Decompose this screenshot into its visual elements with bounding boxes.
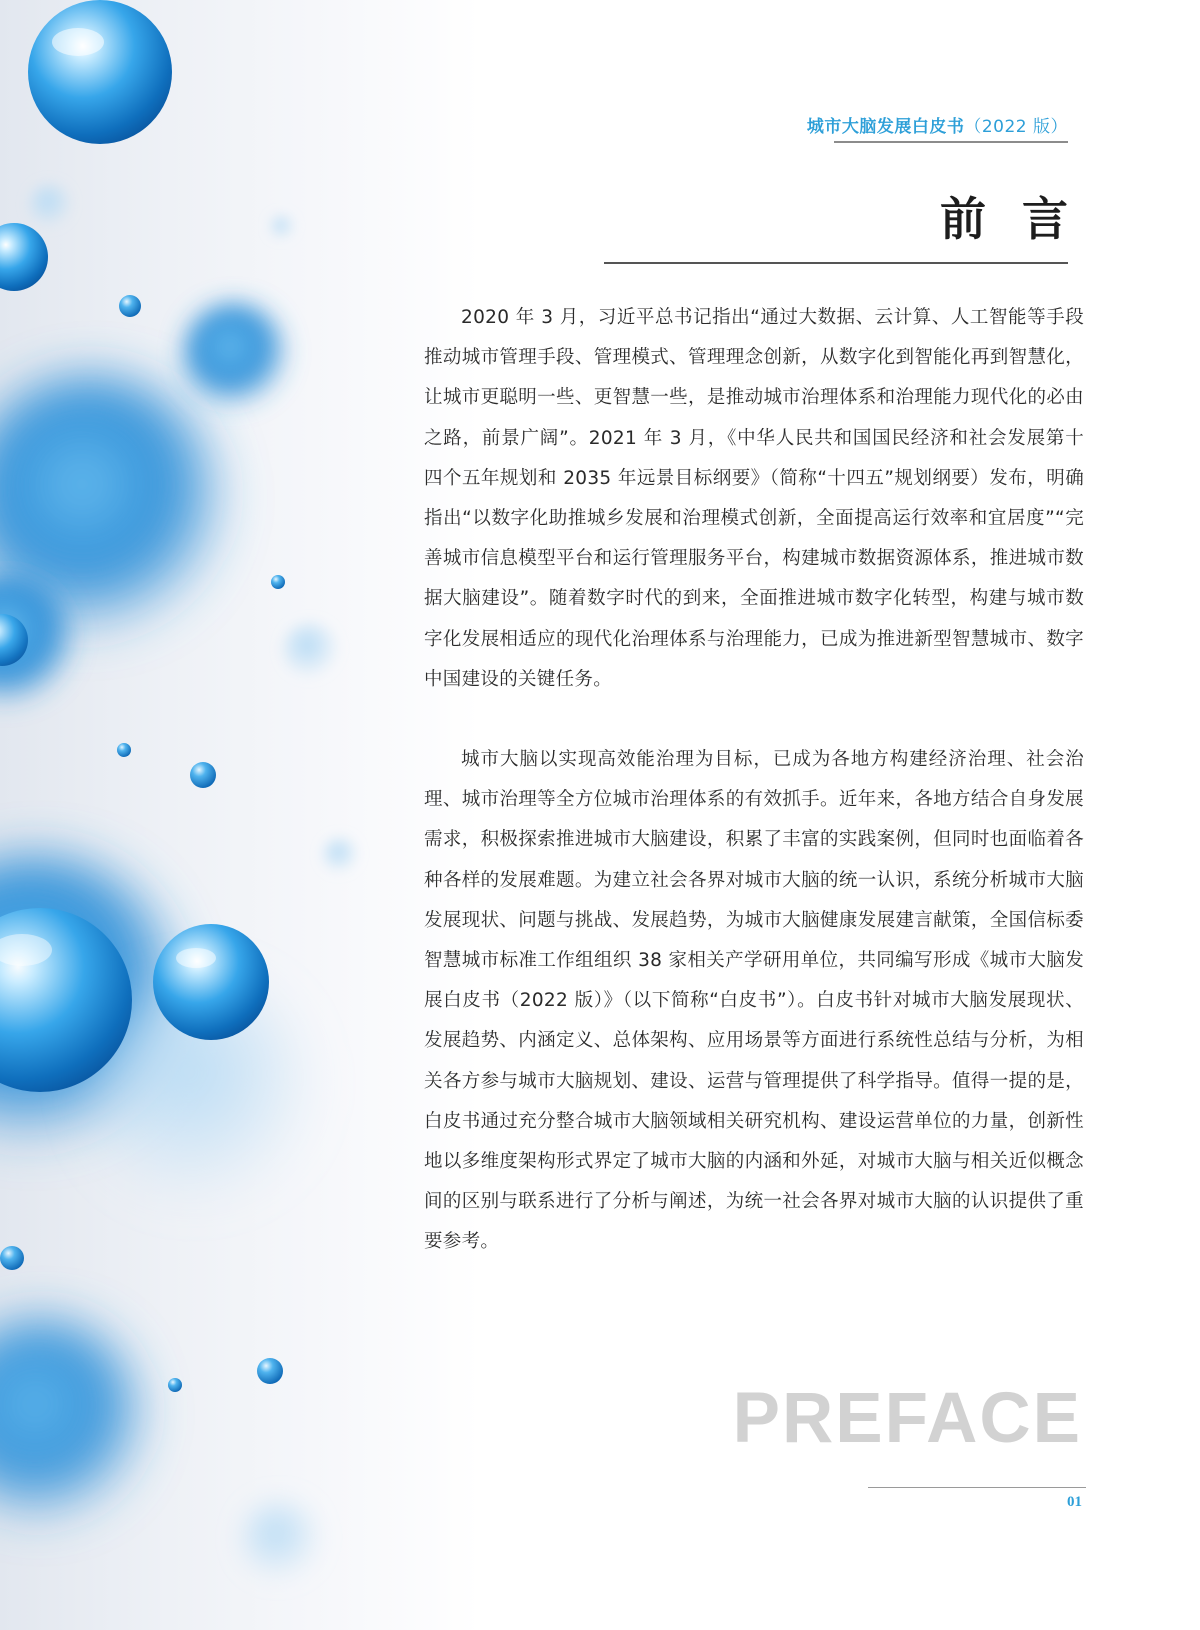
document-title <box>807 112 1068 137</box>
small-bubble <box>271 575 285 589</box>
small-bubble <box>119 295 141 317</box>
small-bubble <box>117 743 131 757</box>
preface-watermark: PREFACE <box>732 1379 1082 1458</box>
glass-bubble <box>28 0 172 144</box>
preface-body <box>424 298 1084 1263</box>
blurred-bubble <box>183 303 287 407</box>
blurred-bubble <box>28 183 72 227</box>
section-heading: 前 言 <box>939 192 1078 246</box>
document-edition: （2022 版） <box>964 117 1068 137</box>
blurred-bubble <box>240 1500 320 1580</box>
blurred-bubble <box>322 837 358 873</box>
page-number: 01 <box>1067 1494 1082 1510</box>
heading-divider <box>604 262 1068 264</box>
small-bubble <box>257 1358 283 1384</box>
paragraph-1: 2020 年 3 月，习近平总书记指出“通过大数据、云计算、人工智能等手段推动城市管理手段、管理模式、管理理念创新，从数字化到智能化再到智慧化，让城市更聪明一些、更智慧一些，是推动城市治理体系和治理能力现代化的必由之路，前景广阔”。2021 年 3 月，《中华人民共和国国民经济和社会发展第十四个五年规划和 2035 年远景目标纲要》（简称“十四五”规划纲要）发布，明确指出“以数字化助推城乡发展和治理模式创新，全面提高运行效率和宜居度”“完善城市信息模型平台和运行管理服务平台，构建城市数据资源体系，推进城市数据大脑建设”。随着数字时代的到来，全面推进城市数字化转型，构建与城市数字化发展相适应的现代化治理体系与治理能力，已成为推进新型智慧城市、数字中国建设的关键任务。 <box>424 307 1084 690</box>
small-bubble <box>0 1246 24 1270</box>
small-bubble <box>168 1378 182 1392</box>
paragraph-2: 城市大脑以实现高效能治理为目标，已成为各地方构建经济治理、社会治理、城市治理等全方位城市治理体系的有效抓手。近年来，各地方结合自身发展需求，积极探索推进城市大脑建设，积累了丰富的实践案例，但同时也面临着各种各样的发展难题。为建立社会各界对城市大脑的统一认识，系统分析城市大脑发展现状、问题与挑战、发展趋势，为城市大脑健康发展建言献策，全国信标委智慧城市标准工作组组织 38 家相关产学研用单位，共同编写形成《城市大脑发展白皮书（2022 版）》（以下简称“白皮书”）。白皮书针对城市大脑发展现状、发展趋势、内涵定义、总体架构、应用场景等方面进行系统性总结与分析，为相关各方参与城市大脑规划、建设、运营与管理提供了科学指导。值得一提的是，白皮书通过充分整合城市大脑领域相关研究机构、建设运营单位的力量，创新性地以多维度架构形式界定了城市大脑的内涵和外延，对城市大脑与相关近似概念间的区别与联系进行了分析与阐述，为统一社会各界对城市大脑的认识提供了重要参考。 <box>424 749 1084 1253</box>
small-bubble <box>270 215 294 239</box>
footer-divider <box>868 1487 1086 1488</box>
bubble-highlight <box>176 948 216 968</box>
header-divider <box>834 141 1068 143</box>
small-bubble <box>190 762 216 788</box>
glass-bubble <box>153 924 269 1040</box>
blurred-bubble <box>282 622 338 678</box>
bubble-highlight <box>52 28 104 56</box>
blurred-bubble <box>0 1320 145 1520</box>
glass-bubble <box>0 223 48 291</box>
document-title-name: 城市大脑发展白皮书 <box>806 117 965 137</box>
